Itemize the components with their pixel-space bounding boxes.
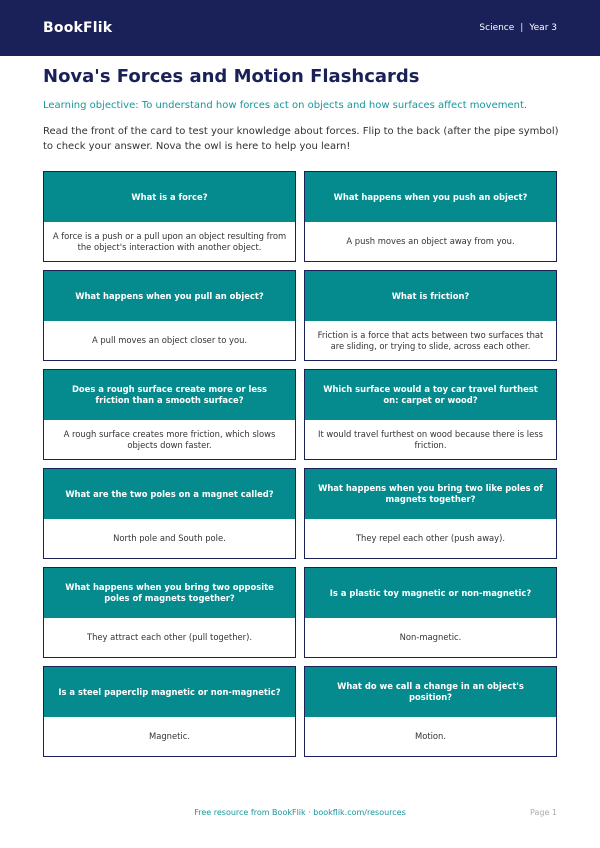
page-header [0,0,600,56]
learning-objective: Learning objective: To understand how forces act on objects and how surfaces affect movement. [43,100,528,111]
flashcard-front: Is a steel paperclip magnetic or non-magnetic? [44,667,295,717]
flashcard-front: What is a force? [44,172,295,222]
page-number: Page 1 [530,808,557,817]
flashcard-back: Magnetic. [44,717,295,756]
flashcard-back: They attract each other (pull together). [44,618,295,657]
flashcard[interactable] [43,270,296,361]
subject-label: Science [479,23,515,33]
flashcard[interactable] [43,369,296,460]
flashcard-back: North pole and South pole. [44,519,295,558]
flashcard-front: What happens when you pull an object? [44,271,295,321]
flashcard-back: A force is a push or a pull upon an object resulting from the object's interaction with another object. [44,222,295,261]
flashcard[interactable] [304,270,557,361]
flashcard-front: What happens when you push an object? [305,172,556,222]
flashcard-front: What is friction? [305,271,556,321]
flashcard[interactable] [304,468,557,559]
header-separator: | [520,23,524,33]
flashcard[interactable] [304,171,557,262]
year-label: Year 3 [529,23,557,33]
page-title: Nova's Forces and Motion Flashcards [43,66,420,87]
flashcard-back: A pull moves an object closer to you. [44,321,295,360]
flashcard[interactable] [43,468,296,559]
flashcard-front: What happens when you bring two like poles of magnets together? [305,469,556,519]
flashcard-back: Non-magnetic. [305,618,556,657]
flashcard-front: Which surface would a toy car travel furthest on: carpet or wood? [305,370,556,420]
flashcard-back: Motion. [305,717,556,756]
footer-resource-link[interactable]: Free resource from BookFlik · bookflik.com/resources [194,808,406,817]
flashcard[interactable] [304,567,557,658]
flashcard-front: What happens when you bring two opposite poles of magnets together? [44,568,295,618]
header-meta [479,23,557,33]
flashcard[interactable] [43,171,296,262]
flashcard-back: A push moves an object away from you. [305,222,556,261]
flashcard-back: Friction is a force that acts between two surfaces that are sliding, or trying to slide, across each other. [305,321,556,360]
flashcard-front: What do we call a change in an object's position? [305,667,556,717]
flashcard-front: Is a plastic toy magnetic or non-magnetic? [305,568,556,618]
flashcard-front: What are the two poles on a magnet called? [44,469,295,519]
flashcard[interactable] [43,666,296,757]
flashcard-back: A rough surface creates more friction, which slows objects down faster. [44,420,295,459]
intro-text: Read the front of the card to test your knowledge about forces. Flip to the back (after the pipe symbol) to check your answer. Nova the owl is here to help you learn! [43,126,559,152]
brand-logo[interactable]: BookFlik [43,20,113,36]
flashcard-grid [43,171,557,757]
flashcard-back: It would travel furthest on wood because there is less friction. [305,420,556,459]
flashcard-front: Does a rough surface create more or less friction than a smooth surface? [44,370,295,420]
flashcard[interactable] [304,666,557,757]
flashcard[interactable] [304,369,557,460]
flashcard-back: They repel each other (push away). [305,519,556,558]
flashcard[interactable] [43,567,296,658]
